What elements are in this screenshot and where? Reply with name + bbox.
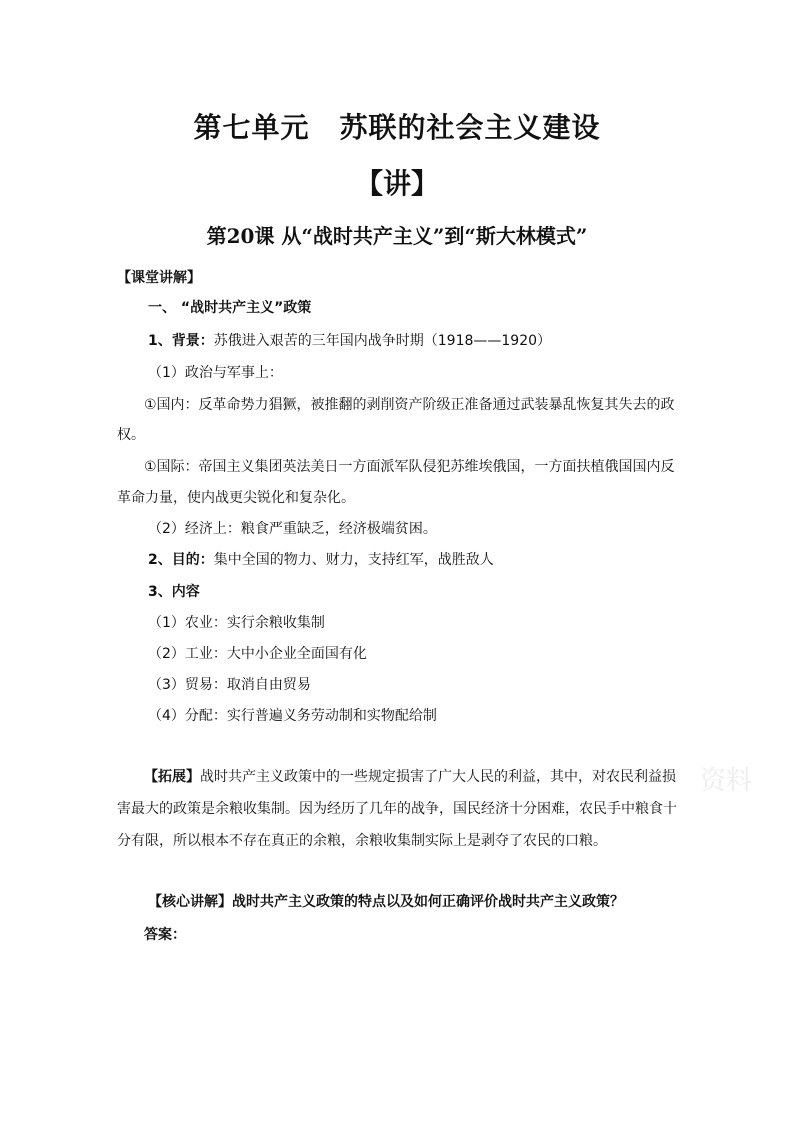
section-one-heading: 一、 “战时共产主义”政策 xyxy=(148,300,312,316)
extension-text-1: 战时共产主义政策中的一些规定损害了广大人民的利益，其中，对农民利益损 xyxy=(200,769,676,785)
international-line-2: 革命力量，使内战更尖锐化和复杂化。 xyxy=(117,490,355,506)
content-item-industry: （2）工业：大中小企业全面国有化 xyxy=(148,646,367,662)
domestic-line-2: 权。 xyxy=(117,427,145,443)
background-text: 苏俄进入艰苦的三年国内战争时期（1918——1920） xyxy=(213,333,552,349)
domestic-line-1: ①国内：反革命势力猖獗，被推翻的剥削资产阶级正准备通过武装暴乱恢复其失去的政 xyxy=(144,397,675,413)
political-military-heading: （1）政治与军事上： xyxy=(148,365,283,381)
purpose-text: 集中全国的物力、财力，支持红军，战胜敌人 xyxy=(213,552,494,568)
core-question: 【核心讲解】战时共产主义政策的特点以及如何正确评价战时共产主义政策？ xyxy=(148,894,624,910)
background-line xyxy=(148,331,551,351)
economic-line: （2）经济上：粮食严重缺乏，经济极端贫困。 xyxy=(148,521,437,537)
background-label: 1、背景： xyxy=(148,333,214,349)
content-item-trade: （3）贸易：取消自由贸易 xyxy=(148,677,311,693)
extension-line-1 xyxy=(144,767,676,787)
purpose-label: 2、目的： xyxy=(148,552,214,568)
purpose-line xyxy=(148,550,494,570)
watermark-text: 资料 xyxy=(700,766,753,796)
section-tag: 【课堂讲解】 xyxy=(117,270,201,286)
unit-name: 苏联的社会主义建设 xyxy=(339,111,601,144)
lesson-title: 第20课 从“战时共产主义”到“斯大林模式” xyxy=(206,224,588,248)
extension-line-2: 害最大的政策是余粮收集制。因为经历了几年的战争，国民经济十分困难，农民手中粮食十 xyxy=(117,801,677,817)
content-heading: 3、内容 xyxy=(148,584,200,600)
page-subtitle: 【讲】 xyxy=(354,167,439,200)
answer-label: 答案： xyxy=(144,927,186,943)
international-line-1: ①国际：帝国主义集团英法美日一方面派军队侵犯苏维埃俄国，一方面扶植俄国国内反 xyxy=(144,459,675,475)
content-item-distribution: （4）分配：实行普遍义务劳动制和实物配给制 xyxy=(148,708,437,724)
extension-line-3: 分有限，所以根本不存在真正的余粮，余粮收集制实际上是剥夺了农民的口粮。 xyxy=(117,833,607,849)
unit-number: 第七单元 xyxy=(193,111,310,144)
unit-title xyxy=(0,106,794,146)
content-item-agriculture: （1）农业：实行余粮收集制 xyxy=(148,615,325,631)
extension-tag: 【拓展】 xyxy=(144,769,200,785)
